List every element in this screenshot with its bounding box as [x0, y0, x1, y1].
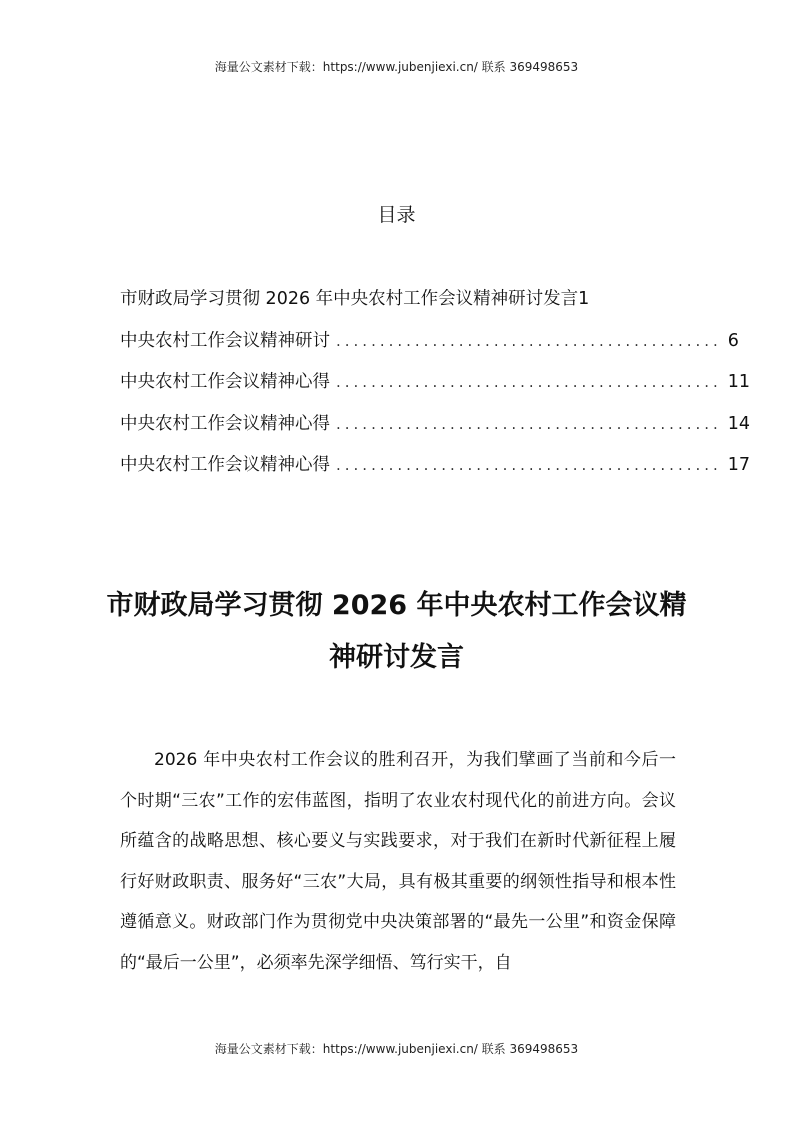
article-title: 市财政局学习贯彻 2026 年中央农村工作会议精神研讨发言 [106, 590, 687, 673]
toc-entry[interactable] [120, 327, 739, 369]
toc-entry-page: 17 [727, 455, 751, 475]
toc-leader-dots: ............................................ [336, 331, 722, 350]
toc-title: 目录 [377, 204, 416, 226]
toc-entry-text: 中央农村工作会议精神心得 [120, 455, 330, 475]
toc-entry-page: 6 [727, 330, 739, 351]
toc-leader-dots: ............................................ [336, 414, 722, 433]
toc-entry-page: 1 [578, 289, 590, 309]
toc-entry[interactable] [120, 451, 751, 493]
toc-entry[interactable] [120, 368, 751, 410]
toc-entry[interactable] [120, 285, 675, 327]
toc-entry-text: 市财政局学习贯彻 2026 年中央农村工作会议精神研讨发言 [120, 289, 579, 309]
table-of-contents [120, 285, 751, 493]
toc-entry-text: 中央农村工作会议精神心得 [120, 413, 330, 434]
page-footer: 海量公文素材下载：https://www.jubenjiexi.cn/ 联系 369498653 [214, 1042, 579, 1056]
toc-entry[interactable] [120, 410, 751, 452]
toc-entry-page: 14 [727, 413, 751, 434]
toc-leader-dots: ............................................ [336, 373, 722, 391]
toc-leader-dots: ............................................ [336, 456, 722, 474]
page-header: 海量公文素材下载：https://www.jubenjiexi.cn/ 联系 369498653 [214, 60, 579, 74]
toc-entry-text: 中央农村工作会议精神心得 [120, 372, 330, 392]
toc-entry-page: 11 [727, 372, 751, 392]
toc-entry-text: 中央农村工作会议精神研讨 [120, 330, 330, 351]
article-paragraph: 2026 年中央农村工作会议的胜利召开，为我们擘画了当前和今后一个时期“三农”工作的宏伟蓝图，指明了农业农村现代化的前进方向。会议所蕴含的战略思想、核心要义与实践要求，对于我们在新时代新征程上履行好财政职责、服务好“三农”大局，具有极其重要的纲领性指导和根本性遵循意义。财政部门作为贯彻党中央决策部署的“最先一公里”和资金保障的“最后一公里”，必须率先深学细悟、笃行实干，自 [120, 750, 676, 973]
